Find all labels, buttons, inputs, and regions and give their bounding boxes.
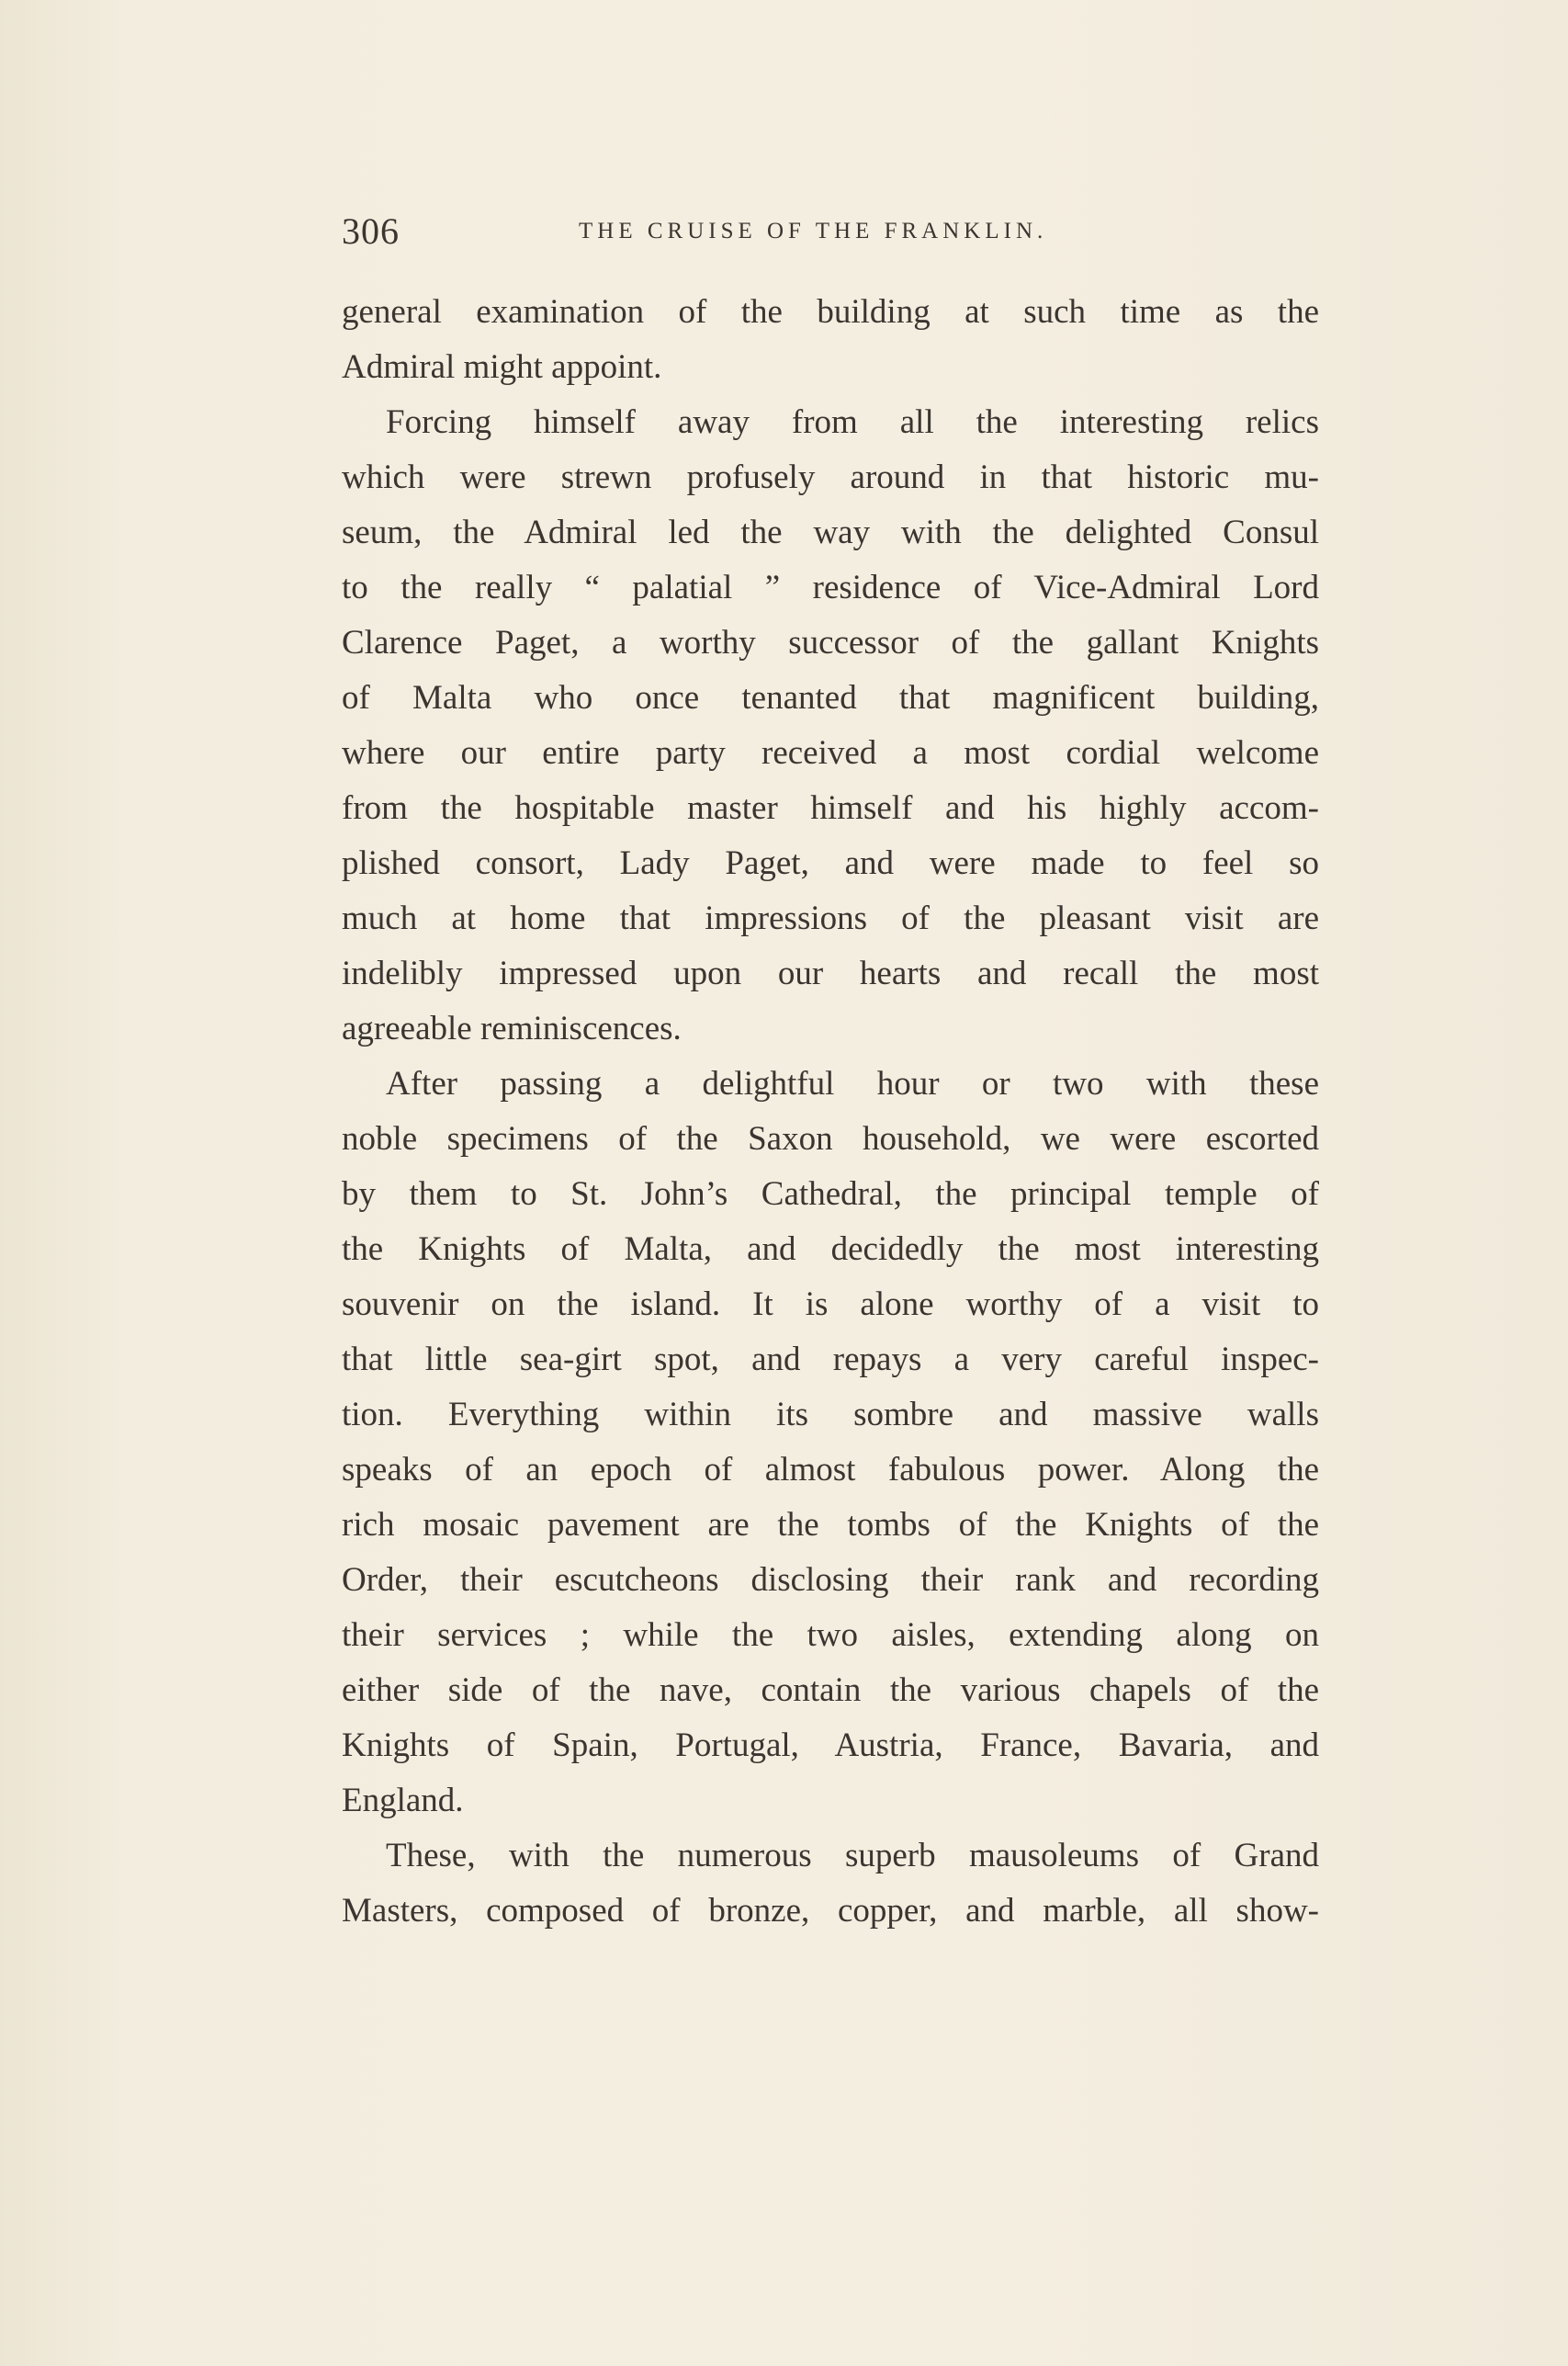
text-line: After passing a delightful hour or two with these xyxy=(386,1065,1319,1103)
text-line: from the hospitable master himself and his highly accom- xyxy=(342,789,1319,827)
text-line: These, with the numerous superb mausoleums of Grand xyxy=(386,1837,1319,1874)
text-line: agreeable reminiscences. xyxy=(342,1010,682,1047)
text-line: general examination of the building at such time as the xyxy=(342,293,1319,331)
text-line: that little sea-girt spot, and repays a very careful inspec- xyxy=(342,1341,1319,1378)
text-line: England. xyxy=(342,1782,464,1819)
text-line: noble specimens of the Saxon household, we were escorted xyxy=(342,1120,1319,1158)
text-line: indelibly impressed upon our hearts and recall the most xyxy=(342,955,1319,992)
page-header xyxy=(342,209,1319,265)
text-line: plished consort, Lady Paget, and were made to feel so xyxy=(342,844,1319,882)
text-line: Order, their escutcheons disclosing their rank and recording xyxy=(342,1561,1319,1599)
text-line: souvenir on the island. It is alone worthy of a visit to xyxy=(342,1285,1319,1323)
text-line: their services ; while the two aisles, extending along on xyxy=(342,1616,1319,1654)
text-line: speaks of an epoch of almost fabulous power. Along the xyxy=(342,1451,1319,1489)
text-line: much at home that impressions of the pleasant visit are xyxy=(342,900,1319,937)
text-line: rich mosaic pavement are the tombs of the Knights of the xyxy=(342,1506,1319,1544)
text-line: seum, the Admiral led the way with the delighted Consul xyxy=(342,514,1319,551)
text-line: either side of the nave, contain the various chapels of the xyxy=(342,1671,1319,1709)
text-line: Forcing himself away from all the interesting relics xyxy=(386,403,1319,441)
body-text xyxy=(342,285,1319,1939)
text-line: Masters, composed of bronze, copper, and marble, all show- xyxy=(342,1892,1319,1930)
text-line: where our entire party received a most cordial welcome xyxy=(342,734,1319,772)
text-line: of Malta who once tenanted that magnificent building, xyxy=(342,679,1319,717)
text-line: tion. Everything within its sombre and massive walls xyxy=(342,1396,1319,1433)
text-line: by them to St. John’s Cathedral, the principal temple of xyxy=(342,1175,1319,1213)
text-line: to the really “ palatial ” residence of Vice-Admiral Lord xyxy=(342,569,1319,606)
text-line: which were strewn profusely around in that historic mu- xyxy=(342,458,1319,496)
text-line: Knights of Spain, Portugal, Austria, France, Bavaria, and xyxy=(342,1726,1319,1764)
page-number: 306 xyxy=(342,210,400,252)
text-line: the Knights of Malta, and decidedly the most interesting xyxy=(342,1230,1319,1268)
running-title: THE CRUISE OF THE FRANKLIN. xyxy=(579,219,1048,243)
text-line: Clarence Paget, a worthy successor of the gallant Knights xyxy=(342,624,1319,662)
text-line: Admiral might appoint. xyxy=(342,348,662,386)
